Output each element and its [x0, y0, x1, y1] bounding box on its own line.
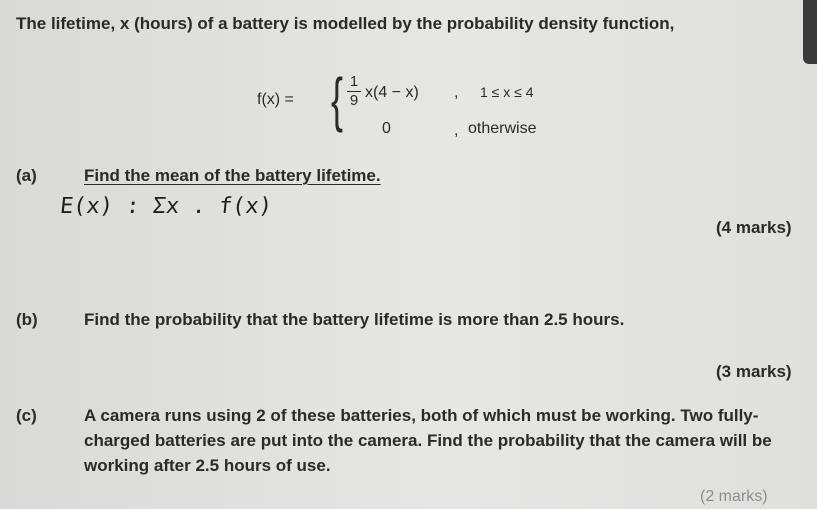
part-c-line-1: A camera runs using 2 of these batteries, both of which must be working. Two fully-	[84, 406, 759, 425]
pdf-formula	[255, 66, 575, 146]
part-c-line-2: charged batteries are put into the camera. Find the probability that the camera will be	[84, 431, 772, 450]
fraction-numerator: 1	[349, 73, 359, 90]
handwritten-working: E(x) : Σx . f(x)	[58, 194, 274, 219]
intro-line: The lifetime, x (hours) of a battery is modelled by the probability density function,	[16, 14, 675, 33]
part-a-label: (a)	[16, 166, 37, 185]
formula-row2-condition: otherwise	[468, 120, 537, 137]
part-b-marks: (3 marks)	[716, 362, 792, 381]
formula-brace: {	[331, 66, 344, 133]
fraction-denominator: 9	[349, 91, 359, 109]
page-corner-tab	[803, 0, 817, 64]
part-c-line-3: working after 2.5 hours of use.	[84, 456, 331, 475]
formula-row2-comma: ,	[454, 122, 459, 139]
formula-row2-value: 0	[382, 120, 391, 137]
formula-fraction	[347, 74, 361, 109]
formula-row1-expression: x(4 − x)	[365, 84, 419, 101]
part-a-marks: (4 marks)	[716, 218, 792, 237]
formula-row1-condition: 1 ≤ x ≤ 4	[480, 84, 534, 100]
part-c-label: (c)	[16, 406, 37, 425]
part-a-question: Find the mean of the battery lifetime.	[84, 166, 381, 185]
formula-row1-comma: ,	[454, 84, 459, 101]
part-b-label: (b)	[16, 310, 38, 329]
formula-lhs: f(x) =	[257, 91, 294, 108]
part-b-question: Find the probability that the battery lifetime is more than 2.5 hours.	[84, 310, 625, 329]
part-c-marks-partial: (2 marks)	[700, 488, 768, 505]
